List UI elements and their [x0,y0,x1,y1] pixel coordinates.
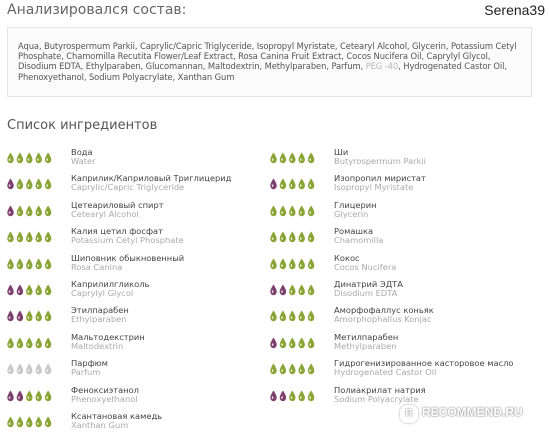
ingredient-row[interactable] [269,200,529,222]
rating-drop-icon [299,258,305,269]
rating-drop-icon [7,258,13,269]
safety-rating-drops [6,175,54,187]
safety-rating-drops [269,334,317,346]
rating-drop-icon [17,205,23,216]
rating-drop-icon [17,232,23,243]
safety-rating-drops [269,175,317,187]
rating-drop-icon [36,232,42,243]
rating-drop-icon [36,153,42,164]
ingredient-name[interactable]: Гидрогенизированное касторовое масло [334,358,514,369]
safety-rating-drops [269,202,317,214]
ingredient-latin-name: Methylparaben [334,340,397,351]
rating-drop-icon [45,179,51,190]
rating-drop-icon [26,258,32,269]
ingredient-name[interactable]: Калия цетил фосфат [71,226,163,237]
recommend-watermark-text: RECOMMEND.RU [422,405,523,419]
rating-drop-icon [7,390,13,401]
rating-drop-icon [36,205,42,216]
ingredient-name[interactable]: Каприлилгликоль [71,279,150,289]
rating-drop-icon [7,285,13,296]
rating-drop-icon [26,364,32,375]
rating-drop-icon [7,153,13,164]
rating-drop-icon [280,179,286,190]
rating-drop-icon [299,311,305,322]
ingredient-row[interactable] [269,332,529,354]
ingredient-name[interactable]: Ши [334,147,349,157]
rating-drop-icon [289,285,295,296]
rating-drop-icon [7,311,13,322]
ingredient-latin-name: Caprylic/Capric Triglyceride [71,182,185,193]
ingredient-row[interactable] [269,358,529,380]
ingredient-row[interactable] [269,173,529,195]
rating-drop-icon [289,390,295,401]
rating-drop-icon [289,153,295,164]
rating-drop-icon [308,337,314,348]
ingredient-row[interactable] [6,173,266,195]
rating-drop-icon [17,337,23,348]
rating-drop-icon [26,337,32,348]
rating-drop-icon [280,390,286,401]
ingredient-name[interactable]: Ромашка [334,226,374,237]
safety-rating-drops [269,255,317,267]
ingredient-row[interactable] [269,305,529,327]
rating-drop-icon [45,417,51,428]
composition-text-end: , Hydrogenated Castor Oil, Phenoxyethanol, Sodium Polyacrylate, Xanthan Gum [18,61,507,82]
rating-drop-icon [280,285,286,296]
rating-drop-icon [45,258,51,269]
rating-drop-icon [36,364,42,375]
rating-drop-icon [36,311,42,322]
rating-drop-icon [270,285,276,296]
rating-drop-icon [270,364,276,375]
ingredient-row[interactable] [269,385,529,407]
rating-drop-icon [7,179,13,190]
ingredient-name[interactable]: Глицерин [334,199,377,210]
rating-drop-icon [45,390,51,401]
rating-drop-icon [7,232,13,243]
ingredient-row[interactable] [6,200,266,222]
ingredient-name[interactable]: Аморфофаллус коньяк [334,305,434,316]
ingredient-row[interactable] [6,279,266,301]
rating-drop-icon [17,153,23,164]
ingredient-name[interactable]: Каприлик/Каприловый Триглицерид [71,173,232,184]
rating-drop-icon [36,258,42,269]
rating-drop-icon [280,337,286,348]
safety-rating-drops [6,387,54,399]
rating-drop-icon [45,232,51,243]
rating-drop-icon [308,205,314,216]
rating-drop-icon [45,364,51,375]
rating-drop-icon [26,179,32,190]
safety-rating-drops [269,149,317,161]
ingredient-row[interactable] [6,305,266,327]
rating-drop-icon [26,285,32,296]
rating-drop-icon [308,258,314,269]
ingredient-name[interactable]: Этилпарабен [71,305,129,316]
rating-drop-icon [289,232,295,243]
ingredient-row[interactable] [269,147,529,169]
ingredient-latin-name: Phenoxyethanol [71,393,138,404]
rating-drop-icon [26,311,32,322]
safety-rating-drops [6,149,54,161]
ingredient-name[interactable]: Феноксиэтанол [71,384,139,395]
ingredient-name[interactable]: Метилпарабен [334,331,399,342]
rating-drop-icon [308,232,314,243]
ingredient-name[interactable]: Ксантановая камедь [71,411,163,421]
rating-drop-icon [280,258,286,269]
rating-drop-icon [17,258,23,269]
ingredient-latin-name: Xanthan Gum [71,420,129,430]
ingredient-name[interactable]: Изопропил миристат [334,173,426,184]
rating-drop-icon [45,285,51,296]
rating-drop-icon [308,311,314,322]
ingredient-latin-name: Cetearyl Alcohol [71,208,139,219]
ingredient-row[interactable] [6,358,266,380]
ingredient-name[interactable]: Парфюм [71,358,108,369]
rating-drop-icon [45,205,51,216]
rating-drop-icon [45,153,51,164]
rating-drop-icon [26,232,32,243]
safety-rating-drops [269,281,317,293]
rating-drop-icon [280,364,286,375]
safety-rating-drops [6,281,54,293]
ingredient-latin-name: Parfum [71,367,101,378]
rating-drop-icon [26,153,32,164]
recommend-watermark [400,405,523,423]
composition-peg: PEG -40 [365,61,399,72]
safety-rating-drops [6,307,54,319]
ingredient-latin-name: Maltodextrin [71,340,124,351]
ingredient-row[interactable] [6,226,266,248]
safety-rating-drops [6,202,54,214]
rating-drop-icon [289,364,295,375]
rating-drop-icon [17,285,23,296]
rating-drop-icon [280,153,286,164]
rating-drop-icon [308,285,314,296]
rating-drop-icon [308,179,314,190]
safety-rating-drops [6,228,54,240]
rating-drop-icon [299,205,305,216]
ingredient-latin-name: Cocos Nucifera [334,261,397,272]
ingredient-row[interactable] [6,385,266,407]
ingredient-name[interactable]: Полиакрилат натрия [334,384,426,395]
ingredient-name[interactable]: Вода [71,147,93,157]
rating-drop-icon [36,285,42,296]
safety-rating-drops [6,413,54,425]
rating-drop-icon [299,153,305,164]
safety-rating-drops [269,387,317,399]
rating-drop-icon [270,153,276,164]
ingredient-latin-name: Hydrogenated Castor Oil [334,367,437,378]
rating-drop-icon [17,417,23,428]
rating-drop-icon [270,311,276,322]
ingredient-row[interactable] [6,147,266,169]
ingredient-row[interactable] [6,332,266,354]
ingredient-latin-name: Ethylparaben [71,314,127,325]
ingredient-latin-name: Rosa Canina [71,261,123,272]
composition-text-start: Aqua, Butyrospermum Parkii, Caprylic/Capric Triglyceride, Isopropyl Myristate, Cetearyl Alcohol, Glycerin, Potassium Cetyl Phosphate, Chamomilla Recutita Flower/Leaf Extract, Rosa Canina Fruit Extract, Cocos Nucifera Oil, Caprylyl Glycol, Disodium EDTA, Ethylparaben, Glucomannan, Maltodextrin, Methylparaben, Parfum, [18,41,517,72]
ingredient-name[interactable]: Кокос [334,252,360,263]
safety-rating-drops [269,307,317,319]
rating-drop-icon [7,337,13,348]
recommend-logo-icon: R [400,405,418,423]
ingredient-latin-name: Amorphophallus Konjac [334,314,432,325]
analysis-title: Анализировался состав: [7,2,187,18]
rating-drop-icon [270,205,276,216]
ingredient-row[interactable] [6,253,266,275]
rating-drop-icon [270,337,276,348]
rating-drop-icon [289,205,295,216]
rating-drop-icon [36,390,42,401]
ingredient-latin-name: Potassium Cetyl Phosphate [71,235,184,246]
rating-drop-icon [17,364,23,375]
safety-rating-drops [6,334,54,346]
rating-drop-icon [299,364,305,375]
rating-drop-icon [299,285,305,296]
rating-drop-icon [17,179,23,190]
rating-drop-icon [26,205,32,216]
ingredient-name[interactable]: Мальтодекстрин [71,331,145,342]
safety-rating-drops [6,360,54,372]
safety-rating-drops [269,360,317,372]
username[interactable]: Serena39 [484,2,545,18]
safety-rating-drops [6,255,54,267]
rating-drop-icon [280,205,286,216]
rating-drop-icon [289,258,295,269]
rating-drop-icon [280,311,286,322]
ingredient-latin-name: Glycerin [334,208,369,219]
rating-drop-icon [26,417,32,428]
rating-drop-icon [45,311,51,322]
rating-drop-icon [17,390,23,401]
ingredient-row[interactable] [269,253,529,275]
rating-drop-icon [289,179,295,190]
rating-drop-icon [299,232,305,243]
ingredient-row[interactable] [269,226,529,248]
rating-drop-icon [270,232,276,243]
ingredient-latin-name: Disodium EDTA [334,288,398,298]
rating-drop-icon [270,258,276,269]
ingredient-list-title: Список ингредиентов [7,118,158,133]
rating-drop-icon [17,311,23,322]
rating-drop-icon [299,179,305,190]
ingredient-name[interactable]: Динатрий ЭДТА [334,279,403,289]
rating-drop-icon [270,179,276,190]
ingredient-latin-name: Isopropyl Myristate [334,182,414,193]
rating-drop-icon [289,311,295,322]
ingredient-name[interactable]: Цетеариловый спирт [71,199,164,210]
ingredient-row[interactable] [269,279,529,301]
ingredient-latin-name: Chamomilla [334,235,384,246]
rating-drop-icon [299,390,305,401]
rating-drop-icon [289,337,295,348]
ingredient-latin-name: Butyrospermum Parkii [334,156,426,166]
rating-drop-icon [299,337,305,348]
rating-drop-icon [280,232,286,243]
rating-drop-icon [36,179,42,190]
rating-drop-icon [36,337,42,348]
ingredient-row[interactable] [6,411,266,433]
ingredient-latin-name: Water [71,156,96,166]
rating-drop-icon [308,390,314,401]
rating-drop-icon [7,417,13,428]
composition-box [7,27,532,97]
ingredient-latin-name: Caprylyl Glycol [71,288,134,298]
rating-drop-icon [7,205,13,216]
rating-drop-icon [26,390,32,401]
ingredient-latin-name: Sodium Polyacrylate [334,393,419,404]
rating-drop-icon [270,390,276,401]
rating-drop-icon [7,364,13,375]
rating-drop-icon [308,153,314,164]
ingredient-name[interactable]: Шиповник обыкновенный [71,252,185,263]
rating-drop-icon [36,417,42,428]
rating-drop-icon [45,337,51,348]
rating-drop-icon [308,364,314,375]
safety-rating-drops [269,228,317,240]
composition-text [18,41,522,82]
